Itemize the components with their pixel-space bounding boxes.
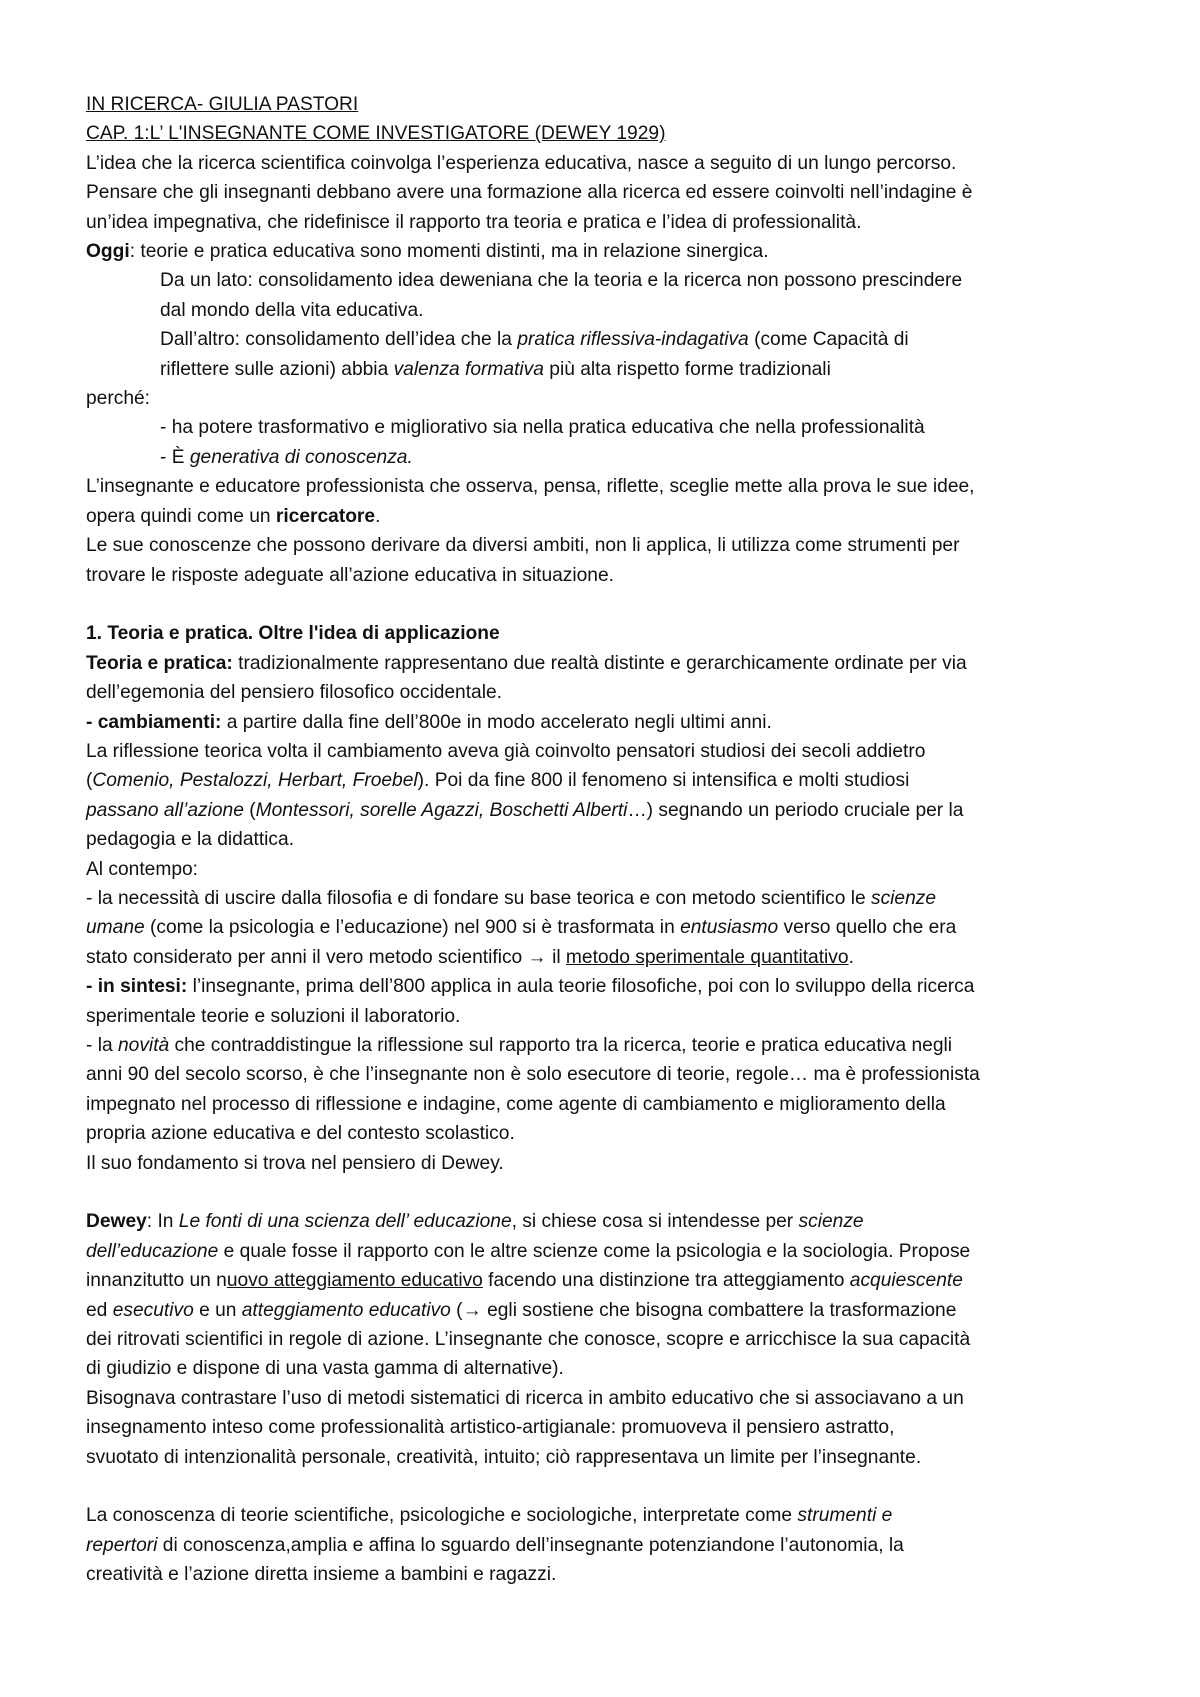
intro-paragraph	[86, 149, 1126, 590]
text-line: Bisognava contrastare l’uso di metodi sistematici di ricerca in ambito educativo che si associavano a un	[86, 1387, 964, 1409]
text-line: ed esecutivo e un atteggiamento educativo (→ egli sostiene che bisogna combattere la trasformazione	[86, 1299, 957, 1321]
oggi-line: Oggi: teorie e pratica educativa sono momenti distinti, ma in relazione sinergica.	[86, 241, 769, 263]
text-line: dell’educazione e quale fosse il rapporto con le altre scienze come la psicologia e la sociologia. Propose	[86, 1240, 971, 1262]
text-line: anni 90 del secolo scorso, è che l’insegnante non è solo esecutore di teorie, regole… ma è professionista	[86, 1064, 980, 1086]
document-title: IN RICERCA- GIULIA PASTORI	[86, 94, 359, 115]
closing-paragraph	[86, 1501, 1126, 1589]
text-line: repertori di conoscenza,amplia e affina lo sguardo dell’insegnante potenziandone l’autonomia, la	[86, 1534, 904, 1556]
text-line: dell’egemonia del pensiero filosofico occidentale.	[86, 682, 502, 704]
spacer	[86, 1472, 1126, 1501]
text-line: impegnato nel processo di riflessione e indagine, come agente di cambiamento e miglioramento della	[86, 1093, 946, 1115]
text-line: perché:	[86, 388, 150, 410]
text-line: propria azione educativa e del contesto scolastico.	[86, 1123, 515, 1145]
text-line: opera quindi come un ricercatore.	[86, 505, 381, 527]
text-line: Dall’altro: consolidamento dell’idea che la pratica riflessiva-indagativa (come Capacità di	[160, 329, 909, 351]
bullet-item: - È generativa di conoscenza.	[160, 446, 413, 468]
text-line: La conoscenza di teorie scientifiche, psicologiche e sociologiche, interpretate come strumenti e	[86, 1505, 893, 1527]
document-page	[86, 90, 1126, 1590]
arrow-icon: →	[527, 946, 547, 968]
text-line: pedagogia e la didattica.	[86, 829, 295, 851]
chapter-heading: CAP. 1:L’ L'INSEGNANTE COME INVESTIGATORE (DEWEY 1929)	[86, 123, 666, 145]
text-line: creatività e l’azione diretta insieme a bambini e ragazzi.	[86, 1564, 557, 1586]
text-line: (Comenio, Pestalozzi, Herbart, Froebel). Poi da fine 800 il fenomeno si intensifica e molti studiosi	[86, 770, 910, 792]
text-line: Dewey: In Le fonti di una scienza dell’ educazione, si chiese cosa si intendesse per scienze	[86, 1211, 864, 1233]
oggi-label: Oggi	[86, 241, 130, 263]
text-line: riflettere sulle azioni) abbia valenza formativa più alta rispetto forme tradizionali	[160, 358, 831, 380]
text-line: L’idea che la ricerca scientifica coinvolga l’esperienza educativa, nasce a seguito di un lungo percorso.	[86, 152, 957, 174]
text-line: Da un lato: consolidamento idea deweniana che la teoria e la ricerca non possono prescindere	[160, 270, 963, 292]
text-line: dal mondo della vita educativa.	[160, 299, 424, 321]
text-line: sperimentale teorie e soluzioni il laboratorio.	[86, 1005, 461, 1027]
text-line: - cambiamenti: a partire dalla fine dell’800e in modo accelerato negli ultimi anni.	[86, 711, 772, 733]
text-line: svuotato di intenzionalità personale, creatività, intuito; ciò rappresentava un limite per l’insegnante.	[86, 1446, 922, 1468]
text-line: - la necessità di uscire dalla filosofia e di fondare su base teorica e con metodo scientifico le scienze	[86, 887, 937, 909]
text-line: dei ritrovati scientifici in regole di azione. L’insegnante che conosce, scopre e arricchisce la sua capacità	[86, 1329, 971, 1351]
dewey-paragraph	[86, 1207, 1126, 1472]
text-line: di giudizio e dispone di una vasta gamma di alternative).	[86, 1358, 564, 1380]
spacer	[86, 1178, 1126, 1207]
text-line: Pensare che gli insegnanti debbano avere una formazione alla ricerca ed essere coinvolti nell’indagine è	[86, 182, 973, 204]
text-line: innanzitutto un nuovo atteggiamento educativo facendo una distinzione tra atteggiamento acquiescente	[86, 1270, 963, 1292]
text-line: Il suo fondamento si trova nel pensiero di Dewey.	[86, 1152, 504, 1174]
text-line: Teoria e pratica: tradizionalmente rappresentano due realtà distinte e gerarchicamente ordinate per via	[86, 652, 967, 674]
text-line: trovare le risposte adeguate all’azione educativa in situazione.	[86, 564, 614, 586]
text-line: L’insegnante e educatore professionista che osserva, pensa, riflette, sceglie mette alla prova le sue idee,	[86, 476, 975, 498]
text-line: un’idea impegnativa, che ridefinisce il rapporto tra teoria e pratica e l’idea di professionalità.	[86, 211, 862, 233]
text-line: passano all’azione (Montessori, sorelle Agazzi, Boschetti Alberti…) segnando un periodo cruciale per la	[86, 799, 964, 821]
text-line: insegnamento inteso come professionalità artistico-artigianale: promuoveva il pensiero astratto,	[86, 1417, 895, 1439]
section-heading: 1. Teoria e pratica. Oltre l'idea di applicazione	[86, 623, 500, 645]
text-line: stato considerato per anni il vero metodo scientifico → il metodo sperimentale quantitativo.	[86, 946, 854, 968]
bullet-item: - ha potere trasformativo e migliorativo sia nella pratica educativa che nella professionalità	[160, 417, 925, 439]
section-1	[86, 619, 1126, 1178]
text-line: Al contempo:	[86, 858, 198, 880]
spacer	[86, 590, 1126, 619]
text-line: Le sue conoscenze che possono derivare da diversi ambiti, non li applica, li utilizza come strumenti per	[86, 535, 960, 557]
text-line: - in sintesi: l’insegnante, prima dell’800 applica in aula teorie filosofiche, poi con lo sviluppo della ricerca	[86, 976, 975, 998]
text-line: La riflessione teorica volta il cambiamento aveva già coinvolto pensatori studiosi dei secoli addietro	[86, 740, 926, 762]
text-line: umane (come la psicologia e l’educazione) nel 900 si è trasformata in entusiasmo verso quello che era	[86, 917, 957, 939]
text-line: - la novità che contraddistingue la riflessione sul rapporto tra la ricerca, teorie e pratica educativa negli	[86, 1034, 953, 1056]
